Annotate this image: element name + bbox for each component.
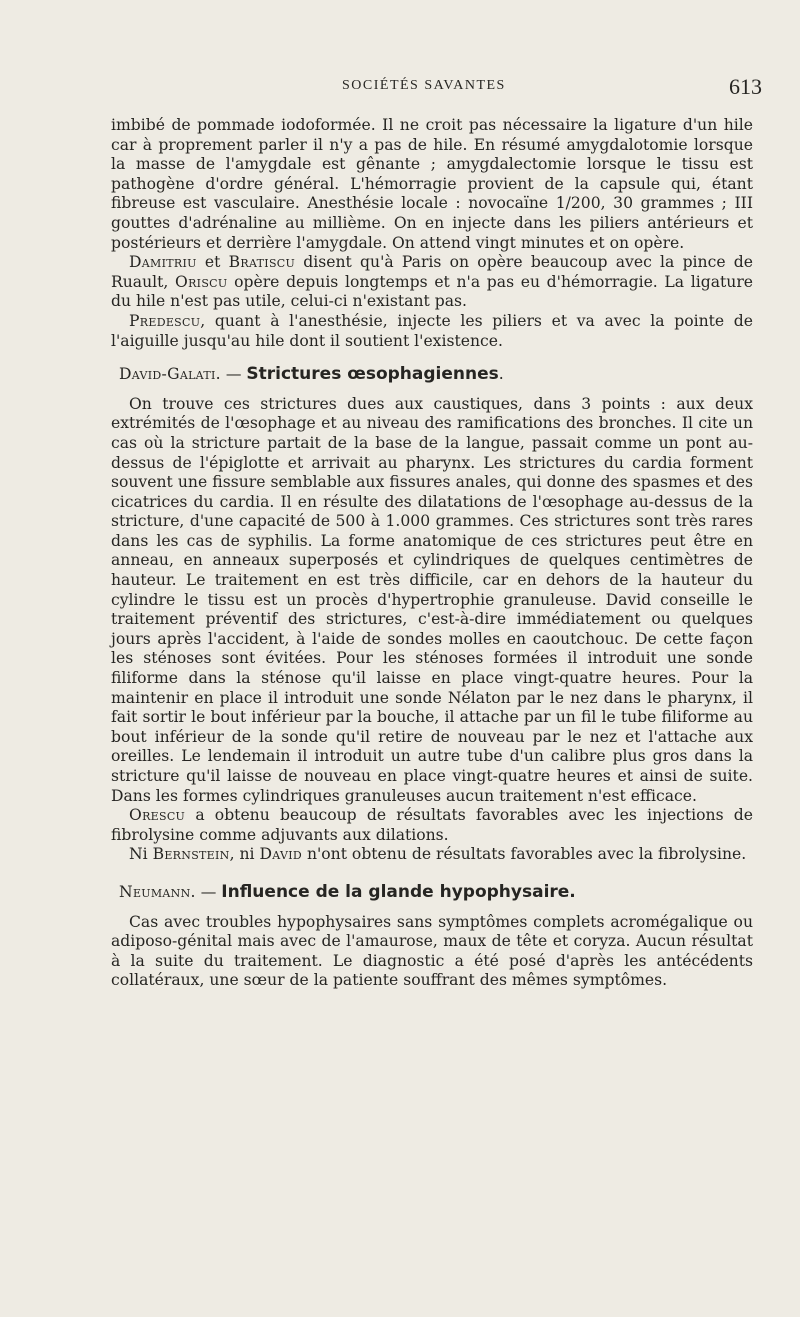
section-author: Neumann. <box>119 882 196 901</box>
paragraph-orescu <box>111 806 753 845</box>
paragraph-hypophysis: Cas avec troubles hypophysaires sans symptômes complets acromégalique ou adiposo-génital mais avec de l'amaurose, maux de tête et coryza. Aucun résultat à la suite du traitement. Le diagnostic a été posé d'après les antécédents collatéraux, une sœur de la patiente souffrant des mêmes symptômes. <box>111 912 753 990</box>
author-name: Oriscu <box>175 272 228 291</box>
inline-text: n'ont obtenu de résultats favorables avec la fibrolysine. <box>301 845 747 864</box>
inline-text: a obtenu beaucoup de résultats favorables avec les injections de fibrolysine comme adjuvants aux dilations. <box>111 806 753 844</box>
inline-text: , ni <box>229 845 260 864</box>
body-text <box>111 116 753 991</box>
author-name: Predescu <box>129 311 201 330</box>
section-heading-strictures <box>111 365 753 385</box>
running-head <box>112 74 762 100</box>
section-title: Influence de la glande hypophysaire. <box>221 881 576 902</box>
author-name: Bratiscu <box>228 253 296 272</box>
heading-dash: — <box>195 882 222 901</box>
author-name: Orescu <box>129 806 186 825</box>
page-number: 613 <box>729 74 762 99</box>
section-title: Strictures œsophagiennes <box>246 364 499 385</box>
inline-text: Ni <box>129 845 153 864</box>
heading-period: . <box>498 365 504 384</box>
section-author: David-Galati. <box>119 365 221 384</box>
paragraph-predescu <box>111 312 753 351</box>
running-title: SOCIÉTÉS SAVANTES <box>342 78 506 93</box>
paragraph-amygdalectomy: imbibé de pommade iodoformée. Il ne croit pas nécessaire la ligature d'un hile car à proprement parler il n'y a pas de hile. En résumé amygdalotomie lorsque la masse de l'amygdale est gênante ; amygdalectomie lorsque le tissu est pathogène d'ordre général. L'hémorragie provient de la capsule qui, étant fibreuse est vasculaire. Anesthésie locale : novocaïne 1/200, 30 grammes ; III gouttes d'adrénaline au millième. On en injecte dans les piliers antérieurs et postérieurs et derrière l'amygdale. On attend vingt minutes et on opère. <box>111 116 753 252</box>
paragraph-discussion <box>111 253 753 312</box>
author-name: Damitriu <box>129 253 197 272</box>
section-heading-hypophysis <box>111 883 753 903</box>
inline-text: , quant à l'anesthésie, injecte les piliers et va avec la pointe de l'aiguille jusqu'au hile dont il soutient l'existence. <box>111 311 753 350</box>
author-name: Bernstein <box>152 845 230 864</box>
inline-text: et <box>196 253 229 272</box>
inline-text: opère depuis longtemps et n'a pas eu d'hémorragie. La ligature du hile n'est pas utile, celui-ci n'existant pas. <box>111 272 754 311</box>
author-name: David <box>259 845 302 864</box>
inline-text: disent qu'à Paris on opère beaucoup avec la pince de Ruault, <box>111 253 753 291</box>
paragraph-strictures: On trouve ces strictures dues aux caustiques, dans 3 points : aux deux extrémités de l'œsophage et au niveau des ramifications des bronches. Il cite un cas où la stricture partait de la base de la langue, passait comme un pont au-dessus de l'épiglotte et arrivait au pharynx. Les strictures du cardia forment souvent une fissure semblable aux fissures anales, qui donne des spasmes et des cicatrices du cardia. Il en résulte des dilatations de l'œsophage au-dessus de la stricture, d'une capacité de 500 à 1.000 grammes. Ces strictures sont très rares dans les cas de syphilis. La forme anatomique de ces strictures peut être en anneau, en anneaux superposés et cylindriques de quelques centimètres de hauteur. Le traitement en est très difficile, car en dehors de la hauteur du cylindre le tissu est un procès d'hypertrophie granuleuse. David conseille le traitement préventif des strictures, c'est-à-dire immédiatement ou quelques jours après l'accident, à l'aide de sondes molles en caoutchouc. De cette façon les sténoses sont évitées. Pour les sténoses formées il introduit une sonde filiforme dans la sténose qu'il laisse en place vingt-quatre heures. Pour la maintenir en place il introduit une sonde Nélaton par le nez dans le pharynx, il fait sortir le bout inférieur par la bouche, il attache par un fil le tube filiforme au bout inférieur de la sonde qu'il retire de nouveau par le nez et l'attache aux oreilles. Le lendemain il introduit un autre tube d'un calibre plus gros dans la stricture qu'il laisse de nouveau en place vingt-quatre heures et ainsi de suite. Dans les formes cylindriques granuleuses aucun traitement n'est efficace. <box>111 394 753 805</box>
heading-dash: — <box>220 365 247 384</box>
paragraph-bernstein <box>111 845 753 865</box>
